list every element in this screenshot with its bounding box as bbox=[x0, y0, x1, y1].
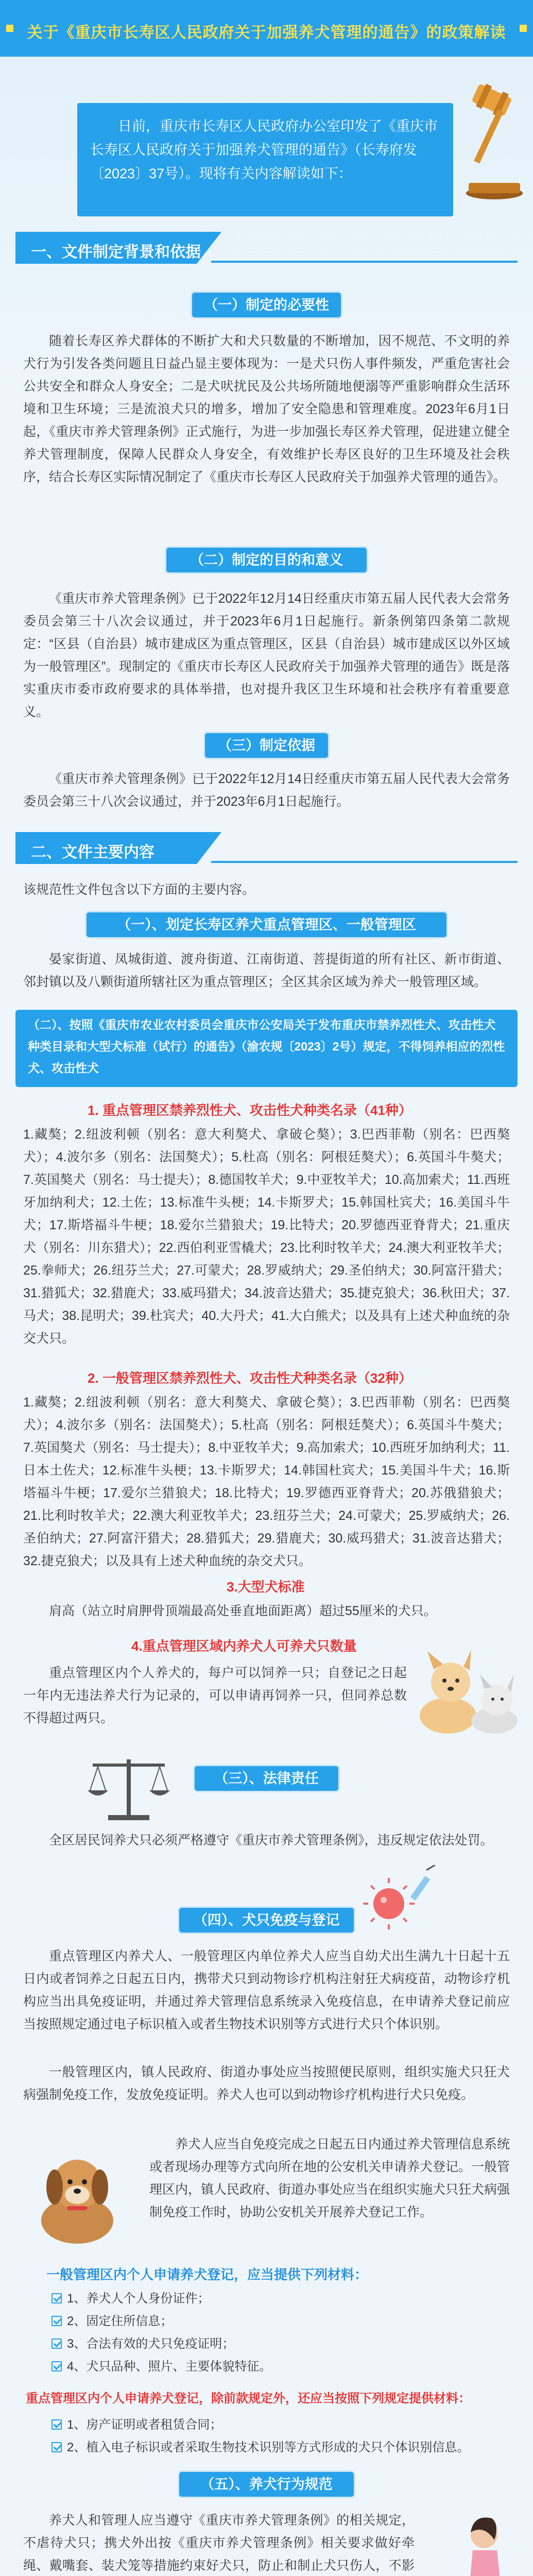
page-title: 关于《重庆市长寿区人民政府关于加强养犬管理的通告》的政策解读 bbox=[27, 24, 506, 41]
list1-title: 1. 重点管理区禁养烈性犬、攻击性犬种类名录（41种） bbox=[88, 1103, 412, 1118]
checkbox-icon bbox=[51, 2293, 62, 2303]
section-underline bbox=[211, 861, 518, 863]
subheading-necessity: （一）制定的必要性 bbox=[191, 291, 342, 319]
list2-title: 2. 一般管理区禁养烈性犬、攻击性犬种类名录（32种） bbox=[88, 1370, 412, 1386]
necessity-paragraph: 随着长寿区养犬群体的不断扩大和犬只数量的不断增加，因不规范、不文明的养犬行为引发各类问题且日益凸显主要体现为：一是犬只伤人事件频发，严重危害社会公共安全和群众人身安全；二是犬吠扰民及公共场所随地便溺等严重影响群众生活环境和卫生环境；三是流浪犬只的增多，增加了安全隐患和管理难度。2023年6月1日起，《重庆市养犬管理条例》正式施行，为进一步加强长寿区养犬管理，促进建立健全养犬管理制度，保障人民群众人身安全，有效维护长寿区良好的卫生环境及社会秩序，结合长寿区实际情况制定了《重庆市长寿区人民政府关于加强养犬管理的通告》。 bbox=[23, 334, 510, 484]
list-item: 4、犬只品种、照片、主要体貌特征。 bbox=[51, 2355, 271, 2378]
purpose-paragraph: 《重庆市养犬管理条例》已于2022年12月14日经重庆市第五届人民代表大会常务委员会第三十八次会议通过，并于2023年6月1日起施行。新条例第四条第二款规定：“区县（自治县）城市建成区为重点管理区，区县（自治县）城市建成区以外区域为一般管理区”。现制定的《重庆市长寿区人民政府关于加强养犬管理的通告》既是落实重庆市委市政府要求的具体举措，也对提升我区卫生环境和社会秩序有着重要意义。 bbox=[23, 591, 510, 719]
reg2-list bbox=[51, 2414, 469, 2459]
virus-syringe-icon bbox=[360, 1865, 443, 1932]
list-item: 1、养犬人个人身份证件； bbox=[51, 2287, 271, 2310]
list-item: 2、固定住所信息； bbox=[51, 2310, 271, 2333]
intro-text: 日前，重庆市长寿区人民政府办公室印发了《重庆市长寿区人民政府关于加强养犬管理的通告》（长寿府发〔2023〕37号）。现将有关内容解读如下： bbox=[90, 118, 438, 181]
section-header-1 bbox=[15, 232, 518, 264]
section-title: 二、文件主要内容 bbox=[31, 844, 154, 861]
reg1-title: 一般管理区内个人申请养犬登记，应当提供下列材料： bbox=[46, 2267, 368, 2282]
list-item: 1、房产证明或者租赁合同； bbox=[51, 2414, 469, 2436]
header-square-left bbox=[6, 25, 13, 32]
immunization-para-2: 一般管理区内，镇人民政府、街道办事处应当按照便民原则，组织实施犬只狂犬病强制免疫工作，发放免疫证明。养犬人也可以到动物诊疗机构进行犬只免疫。 bbox=[23, 2065, 510, 2102]
subheading-immunization: （四）、犬只免疫与登记 bbox=[178, 1906, 355, 1934]
list-item: 3、合法有效的犬只免疫证明； bbox=[51, 2333, 271, 2355]
conduct-paragraph: 养犬人和管理人应当遵守《重庆市养犬管理条例》的相关规定，不虐待犬只；携犬外出按《重庆市养犬管理条例》相关要求做好牵绳、戴嘴套、装犬笼等措施约束好犬只，防止和制止犬只伤人，不影 bbox=[23, 2513, 415, 2573]
section-header-2 bbox=[15, 832, 518, 864]
scales-icon bbox=[77, 1749, 180, 1826]
checkbox-icon bbox=[51, 2316, 62, 2326]
immunization-para-3: 养犬人应当自免疫完成之日起五日内通过养犬管理信息系统或者现场办理等方式向所在地的公安机关申请养犬登记。一般管理区内，镇人民政府、街道办事处应当在组织实施犬只狂犬病强制免疫工作时，协助公安机关开展养犬登记工作。 bbox=[149, 2137, 510, 2219]
woman-walking-dog-illustration bbox=[422, 2504, 525, 2576]
section2-lead: 该规范性文件包含以下方面的主要内容。 bbox=[23, 883, 255, 897]
section-title: 一、文件制定背景和依据 bbox=[31, 244, 201, 261]
banned-breeds-banner: （二）、按照《重庆市农业农村委员会重庆市公安局关于发布重庆市禁养烈性犬、攻击性犬种类目录和大型犬标准（试行）的通告》（渝农规〔2023〕2号）规定，不得饲养相应的烈性犬、攻击性犬 bbox=[15, 1010, 518, 1087]
list4-text: 重点管理区内个人养犬的，每户可以饲养一只；自登记之日起一年内无违法养犬行为记录的，可以申请再饲养一只，但同养总数不得超过两只。 bbox=[23, 1666, 407, 1725]
subheading-purpose: （二）制定的目的和意义 bbox=[165, 546, 368, 574]
list4-title: 4.重点管理区域内养犬人可养犬只数量 bbox=[131, 1638, 357, 1654]
immunization-para-1: 重点管理区内养犬人、一般管理区内单位养犬人应当自幼犬出生满九十日起十五日内或者饲养之日起五日内，携带犬只到动物诊疗机构注射狂犬病疫苗，动物诊疗机构应当出具免疫证明，并通过养犬管理信息系统录入免疫信息，在申请养犬登记前应当按照规定通过电子标识植入或者生物技术识别等方式进行犬只个体识别。 bbox=[23, 1949, 510, 2031]
list-item: 2、植入电子标识或者采取生物技术识别等方式形成的犬只个体识别信息。 bbox=[51, 2436, 469, 2459]
subheading-basis: （三）制定依据 bbox=[203, 732, 330, 759]
zones-paragraph: 晏家街道、凤城街道、渡舟街道、江南街道、菩提街道的所有社区、新市街道、邻封镇以及八颗街道所辖社区为重点管理区；全区其余区域为养犬一般管理区域。 bbox=[23, 952, 510, 989]
basis-paragraph: 《重庆市养犬管理条例》已于2022年12月14日经重庆市第五届人民代表大会常务委员会第三十八次会议通过，并于2023年6月1日起施行。 bbox=[23, 772, 510, 809]
checkbox-icon bbox=[51, 2338, 62, 2349]
list3-title: 3.大型犬标准 bbox=[227, 1579, 305, 1595]
reg1-list bbox=[51, 2287, 271, 2378]
reg2-title: 重点管理区内个人申请养犬登记，除前款规定外，还应当按照下列规定提供材料： bbox=[26, 2392, 471, 2405]
checkbox-icon bbox=[51, 2442, 62, 2452]
gavel-icon bbox=[438, 77, 530, 206]
sitting-dog-illustration bbox=[21, 2143, 134, 2246]
checkbox-icon bbox=[51, 2419, 62, 2430]
legal-paragraph: 全区居民饲养犬只必须严格遵守《重庆市养犬管理条例》，违反规定依法处罚。 bbox=[49, 1833, 493, 1848]
checkbox-icon bbox=[51, 2361, 62, 2371]
dogs-illustration bbox=[412, 1638, 523, 1736]
list2-text: 1.藏獒；2.纽波利顿（别名：意大利獒犬、拿破仑獒）；3.巴西菲勒（别名：巴西獒犬）；4.波尔多（别名：法国獒犬）；5.杜高（别名：阿根廷獒犬）；6.英国斗牛獒犬；7.英国獒犬（别名：马士提夫）；8.中亚牧羊犬；9.高加索犬；10.西班牙加纳利犬；11.日本土佐犬；12.标准牛头梗；13.卡斯罗犬；14.韩国杜宾犬；15.美国斗牛犬；16.斯塔福斗牛梗；17.爱尔兰猎狼犬；18.比特犬；19.罗德西亚脊背犬；20.苏俄猎狼犬；21.比利时牧羊犬；22.澳大利亚牧羊犬；23.纽芬兰犬；24.可蒙犬；25.罗威纳犬；26.圣伯纳犬；27.阿富汗猎犬；28.猎狐犬；29.猎鹿犬；30.威玛猎犬；31.波音达猎犬；32.捷克狼犬；以及具有上述犬种血统的杂交犬只。 bbox=[23, 1395, 510, 1568]
list1-text: 1.藏獒；2.纽波利顿（别名：意大利獒犬、拿破仑獒）；3.巴西菲勒（别名：巴西獒犬）；4.波尔多（别名：法国獒犬）；5.杜高（别名：阿根廷獒犬）；6.英国斗牛獒犬；7.英国獒犬（别名：马士提夫）；8.德国牧羊犬；9.中亚牧羊犬；10.高加索犬；11.西班牙加纳利犬；12.土佐；13.标准牛头梗；14.卡斯罗犬；15.韩国杜宾犬；16.美国斗牛犬；17.斯塔福斗牛梗；18.爱尔兰猎狼犬；19.比特犬；20.罗德西亚脊背犬；21.重庆犬（别名：川东猎犬）；22.西伯利亚雪橇犬；23.比利时牧羊犬；24.澳大利亚牧羊犬；25.拳师犬；26.纽芬兰犬；27.可蒙犬；28.罗威纳犬；29.圣伯纳犬；30.阿富汗猎犬；31.猎狐犬；32.猎鹿犬；33.威玛猎犬；34.波音达猎犬；35.捷克狼犬；36.秋田犬；37.马犬；38.昆明犬；39.杜宾犬；40.大丹犬；41.大白熊犬；以及具有上述犬种血统的杂交犬只。 bbox=[23, 1127, 510, 1346]
subheading-legal: （三）、法律责任 bbox=[193, 1765, 340, 1792]
header-square-right bbox=[520, 25, 527, 32]
subheading-zones: （一）、划定长寿区养犬重点管理区、一般管理区 bbox=[85, 911, 448, 939]
subheading-conduct: （五）、养犬行为规范 bbox=[178, 2470, 355, 2498]
section-underline bbox=[211, 261, 518, 263]
list3-text: 肩高（站立时肩胛骨顶端最高处垂直地面距离）超过55厘米的犬只。 bbox=[49, 1604, 437, 1618]
